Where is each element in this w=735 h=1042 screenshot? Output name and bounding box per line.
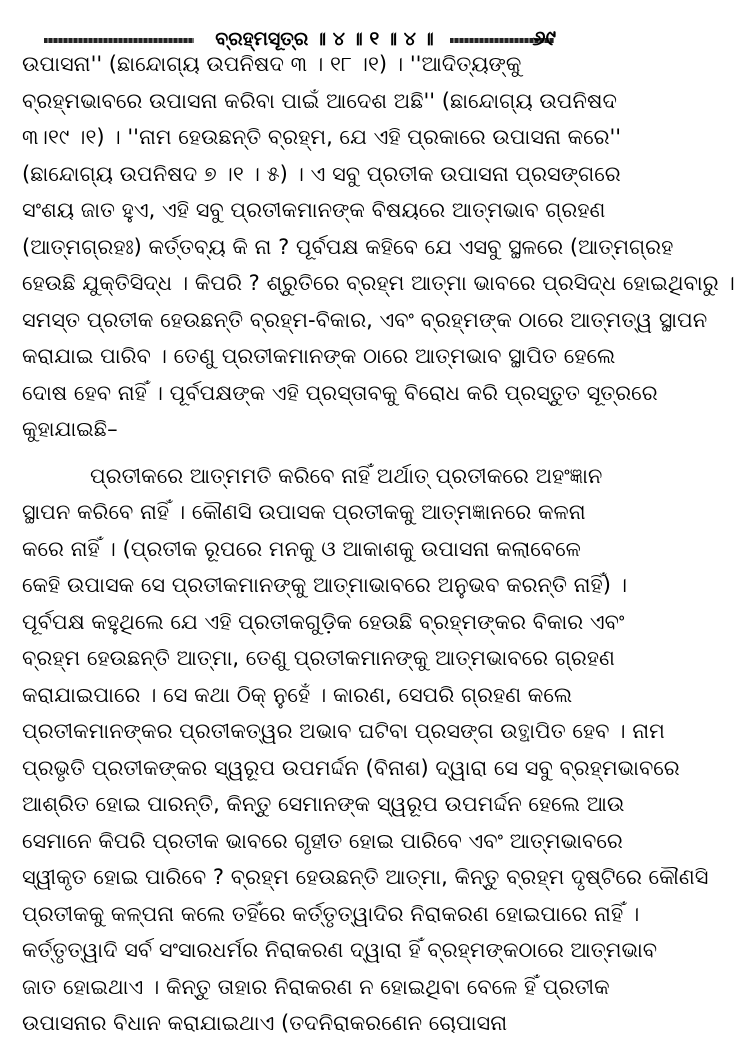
- page-header: [22, 0, 580, 50]
- text-line: (ଛାନ୍ଦୋଗ୍ୟ ଉପନିଷଦ ୭ ।୧ । ୫) । ଏ ସବୁ ପ୍ରତୀକ ଉପାସନା ପ୍ରସଙ୍ଗରେ: [22, 161, 621, 186]
- text-line: ପ୍ରତୀକକୁ କଳ୍ପନା କଲେ ତହିଁରେ କର୍ତ୍ତୃତ୍ୱାଦିର ନିରାକରଣ ହୋଇପାରେ ନାହିଁ ।: [22, 901, 640, 926]
- text-line: ଉପାସନା'' (ଛାନ୍ଦୋଗ୍ୟ ଉପନିଷଦ ୩ । ୧୮ ।୧) । ''ଆଦିତ୍ୟଙ୍କୁ: [22, 52, 522, 76]
- text-line: ଉପାସନାର ବିଧାନ କରାଯାଇଥାଏ (ତଦନିରାକରଣେନ ଚୋପାସନା: [22, 1011, 508, 1035]
- text-line: ହେଉଛି ଯୁକ୍ତିସିଦ୍ଧ । କିପରି ? ଶ୍ରୁତିରେ ବ୍ରହ୍ମ ଆତ୍ମା ଭାବରେ ପ୍ରସିଦ୍ଧ ହୋଇଥିବାରୁ ।: [22, 271, 735, 295]
- paragraph-1: [22, 46, 735, 448]
- text-line: କରାଯାଇପାରେ । ସେ କଥା ଠିକ୍ ନୁହେଁ । କାରଣ, ସେପରି ଗ୍ରହଣ କଲେ: [22, 682, 573, 707]
- text-line: ପ୍ରତୀକମାନଙ୍କର ପ୍ରତୀକତ୍ୱର ଅଭାବ ଘଟିବା ପ୍ରସଙ୍ଗ ଉତ୍ଥାପିତ ହେବ । ନାମ: [22, 719, 665, 743]
- text-line: ସମସ୍ତ ପ୍ରତୀକ ହେଉଛନ୍ତି ବ୍ରହ୍ମ-ବିକାର, ଏବଂ ବ୍ରହ୍ମଙ୍କ ଠାରେ ଆତ୍ମତ୍ୱ ସ୍ଥାପନ: [22, 307, 708, 332]
- text-line: କର୍ତ୍ତୃତ୍ୱାଦି ସର୍ବ ସଂସାରଧର୍ମର ନିରାକରଣ ଦ୍ୱାରା ହିଁ ବ୍ରହ୍ମଙ୍କଠାରେ ଆତ୍ମଭାବ: [22, 938, 658, 962]
- text-line: ପ୍ରତୀକରେ ଆତ୍ମମତି କରିବେ ନାହିଁ ଅର୍ଥାତ୍ ପ୍ରତୀକରେ ଅହଂଜ୍ଞାନ: [90, 463, 603, 488]
- text-line: କେହି ଉପାସକ ସେ ପ୍ରତୀକମାନଙ୍କୁ ଆତ୍ମାଭାବରେ ଅନୁଭବ କରନ୍ତି ନାହିଁ) ।: [22, 573, 628, 597]
- text-line: କୁହାଯାଇଛି–: [22, 417, 118, 441]
- header-rule-left: [44, 38, 194, 43]
- page-body: [22, 46, 735, 1042]
- text-line: ପୂର୍ବପକ୍ଷ କହୁଥିଲେ ଯେ ଏହି ପ୍ରତୀକଗୁଡ଼ିକ ହେଉଛି ବ୍ରହ୍ମଙ୍କର ବିକାର ଏବଂ: [22, 609, 625, 634]
- text-line: ସ୍ଥାପନ କରିବେ ନାହିଁ । କୌଣସି ଉପାସକ ପ୍ରତୀକକୁ ଆତ୍ମଜ୍ଞାନରେ କଳନା: [22, 500, 586, 524]
- paragraph-2: [22, 458, 709, 1042]
- text-line: ସଂଶୟ ଜାତ ହୁଏ, ଏହି ସବୁ ପ୍ରତୀକମାନଙ୍କ ବିଷୟରେ ଆତ୍ମଭାବ ଗ୍ରହଣ: [22, 198, 606, 222]
- running-title: ବ୍ରହ୍ମସୂତ୍ର ॥ ୪ ॥ ୧ ॥ ୪ ॥: [215, 28, 434, 50]
- text-line: ସ୍ୱୀକୃତ ହୋଇ ପାରିବେ ? ବ୍ରହ୍ମ ହେଉଛନ୍ତି ଆତ୍ମା, କିନ୍ତୁ ବ୍ରହ୍ମ ଦୃଷ୍ଟିରେ କୌଣସି: [22, 865, 709, 889]
- text-line: ବ୍ରହ୍ମ ହେଉଛନ୍ତି ଆତ୍ମା, ତେଣୁ ପ୍ରତୀକମାନଙ୍କୁ ଆତ୍ମଭାବରେ ଗ୍ରହଣ: [22, 646, 615, 670]
- text-line: ବ୍ରହ୍ମଭାବରେ ଉପାସନା କରିବା ପାଇଁ ଆଦେଶ ଅଛି'' (ଛାନ୍ଦୋଗ୍ୟ ଉପନିଷଦ: [22, 88, 617, 113]
- text-line: ଆଶ୍ରିତ ହୋଇ ପାରନ୍ତି, କିନ୍ତୁ ସେମାନଙ୍କ ସ୍ୱରୂପ ଉପମର୍ଦ୍ଦନ ହେଲେ ଆଉ: [22, 792, 625, 816]
- text-line: ପ୍ରଭୃତି ପ୍ରତୀକଙ୍କର ସ୍ୱରୂପ ଉପମର୍ଦ୍ଦନ (ବିନାଶ) ଦ୍ୱାରା ସେ ସବୁ ବ୍ରହ୍ମଭାବରେ: [22, 755, 680, 780]
- paragraph-gap: [22, 448, 580, 458]
- text-line: କରାଯାଇ ପାରିବ । ତେଣୁ ପ୍ରତୀକମାନଙ୍କ ଠାରେ ଆତ୍ମଭାବ ସ୍ଥାପିତ ହେଲେ: [22, 344, 616, 368]
- text-line: ସେମାନେ କିପରି ପ୍ରତୀକ ଭାବରେ ଗୃହୀତ ହୋଇ ପାରିବେ ଏବଂ ଆତ୍ମଭାବରେ: [22, 828, 623, 853]
- text-line: ୩।୧୯ ।୧) । ''ନାମ ହେଉଛନ୍ତି ବ୍ରହ୍ମ, ଯେ ଏହି ପ୍ରକାରେ ଉପାସନା କରେ'': [22, 125, 622, 149]
- text-line: ଜାତ ହୋଇଥାଏ । କିନ୍ତୁ ତାହାର ନିରାକରଣ ନ ହୋଇଥିବା ବେଳେ ହିଁ ପ୍ରତୀକ: [22, 974, 610, 999]
- text-line: ଦୋଷ ହେବ ନାହିଁ । ପୂର୍ବପକ୍ଷଙ୍କ ଏହି ପ୍ରସ୍ତାବକୁ ବିରୋଧ କରି ପ୍ରସ୍ତୁତ ସୂତ୍ରରେ: [22, 380, 658, 405]
- page-number: ୬୯: [532, 26, 556, 50]
- text-line: (ଆତ୍ମଗ୍ରହଃ) କର୍ତ୍ତବ୍ୟ କି ନା ? ପୂର୍ବପକ୍ଷ କହିବେ ଯେ ଏସବୁ ସ୍ଥଳରେ (ଆତ୍ମଗ୍ରହ: [22, 234, 674, 259]
- text-line: କରେ ନାହିଁ । (ପ୍ରତୀକ ରୂପରେ ମନକୁ ଓ ଆକାଶକୁ ଉପାସନା କଲାବେଳେ: [22, 536, 581, 561]
